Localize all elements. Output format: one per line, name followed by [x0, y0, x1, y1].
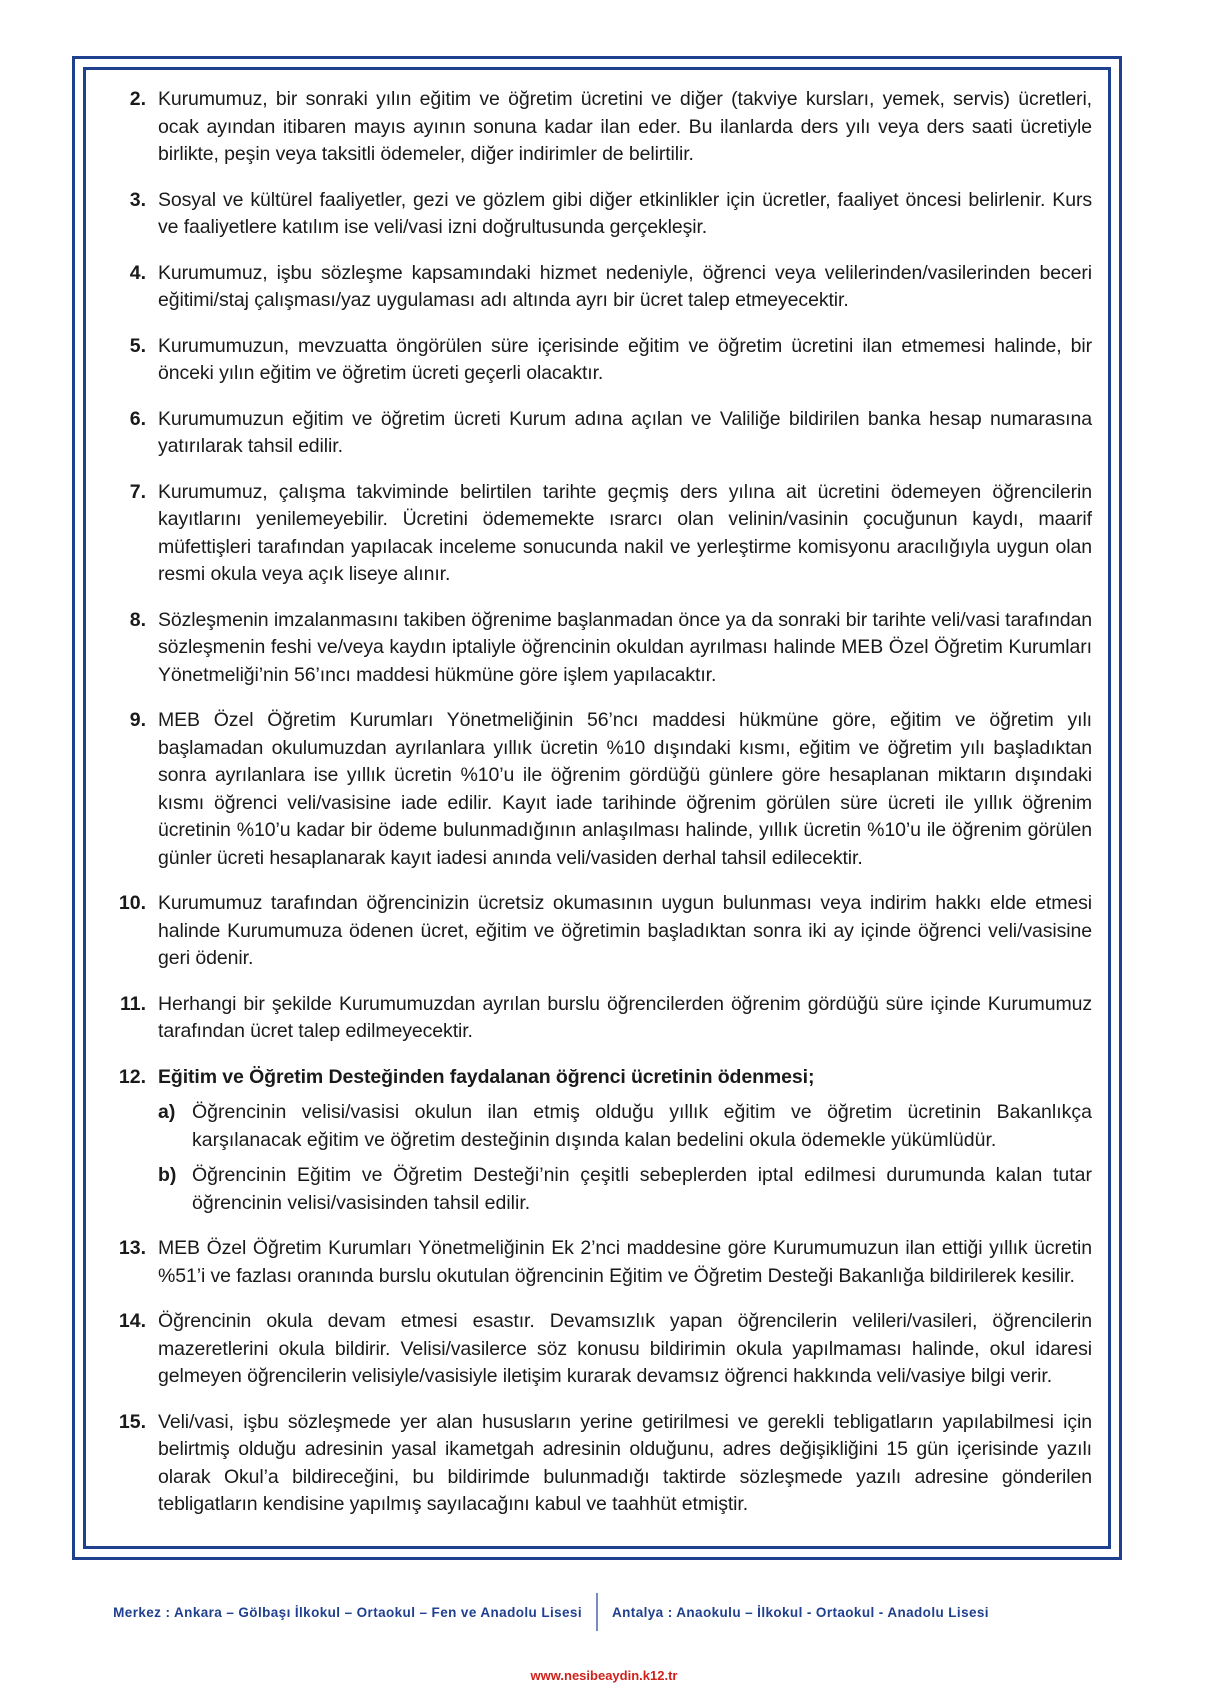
clause-11: [102, 991, 1092, 1046]
footer-antalya-campus: Antalya : Anaokulu – İlkokul - Ortaokul - Anadolu Lisesi: [612, 1604, 989, 1620]
sub-clause-letter: a): [158, 1101, 176, 1123]
clause-text: Kurumumuz tarafından öğrencinizin ücretsiz okumasının uygun bulunması veya indirim hakkı elde etmesi halinde Kurumumuza ödenen ücret, eğitim ve öğretimin başladıktan sonra iki ay içinde öğrenci veli/vasisine geri ödenir.: [158, 892, 1092, 969]
footer: [72, 1590, 1122, 1634]
clause-2: [102, 86, 1092, 169]
clause-14: [102, 1308, 1092, 1391]
clause-number: 12.: [118, 1065, 146, 1088]
clause-text: Herhangi bir şekilde Kurumumuzdan ayrılan burslu öğrencilerden öğrenim gördüğü süre içinde Kurumumuz tarafından ücret talep edilmeyecektir.: [158, 992, 1092, 1042]
clause-number: 7.: [129, 480, 146, 503]
clause-number: 11.: [119, 992, 146, 1015]
clause-text: Kurumumuzun, mevzuatta öngörülen süre içerisinde eğitim ve öğretim ücretini ilan etmemesi halinde, bir önceki yılın eğitim ve öğretim ücreti geçerli olacaktır.: [158, 334, 1092, 384]
clause-4: [102, 260, 1092, 315]
clause-number: 2.: [129, 88, 146, 110]
clause-text: Sosyal ve kültürel faaliyetler, gezi ve gözlem gibi diğer etkinlikler için ücretler, faaliyet öncesi belirlenir. Kurs ve faaliyetlere katılım ise veli/vasi izni doğrultusunda gerçekleşir.: [158, 188, 1092, 238]
clause-number: 8.: [129, 608, 146, 631]
clause-9: [102, 707, 1092, 872]
clause-number: 3.: [129, 188, 146, 211]
clause-13: [102, 1235, 1092, 1290]
clause-text: MEB Özel Öğretim Kurumları Yönetmeliğinin 56’ncı maddesi hükmüne göre, eğitim ve öğretim yılı başlamadan okulumuzdan ayrılanlara yıllık ücretin %10 dışındaki kısmı, eğitim ve öğretim yılı başladıktan sonra ayrılanlara ise yıllık ücretin %10’u ile öğrenim gördüğü günlere göre hesaplanan miktarın dışındaki kısmı öğrenci veli/vasisine iade edilir. Kayıt iade tarihinde öğrenim görülen süre ücreti ile yıllık öğrenim ücretinin %10’u kadar bir ödeme bulunmadığının anlaşılması halinde, yıllık ücretin %10’u ile öğrenim görülen günler ücreti hesaplanarak kayıt iadesi anında veli/vasiden derhal tahsil edilecektir.: [158, 709, 1092, 869]
clause-3: [102, 187, 1092, 242]
clause-number: 15.: [118, 1410, 146, 1433]
clause-text: Veli/vasi, işbu sözleşmede yer alan hususların yerine getirilmesi ve gerekli tebligatların yapılabilmesi için belirtmiş olduğu adresinin yasal ikametgah adresinin olduğunu, adres değişikliğini 15 gün içerisinde yazılı olarak Okul’a bildireceğini, bu bildirimde bulunmadığı taktirde sözleşmede yazılı adresine gönderilen tebligatların kendisine yapılmış sayılacağını kabul ve taahhüt etmiştir.: [158, 1410, 1092, 1515]
website-link[interactable]: www.nesibeaydin.k12.tr: [530, 1668, 678, 1683]
clause-number: 10.: [118, 892, 146, 914]
clause-5: [102, 333, 1092, 388]
clause-number: 14.: [118, 1310, 146, 1332]
clause-15: [102, 1409, 1092, 1519]
clause-6: [102, 406, 1092, 461]
sub-clause-letter: b): [158, 1164, 177, 1186]
sub-clause-text: Öğrencinin velisi/vasisi okulun ilan etmiş olduğu yıllık eğitim ve öğretim ücretinin Bakanlıkça karşılanacak eğitim ve öğretim desteğinin dışında kalan bedelini okula ödemekle yükümlüdür.: [192, 1101, 1092, 1151]
clause-8: [102, 607, 1092, 690]
footer-divider: [596, 1593, 598, 1631]
clause-text: MEB Özel Öğretim Kurumları Yönetmeliğinin Ek 2’nci maddesine göre Kurumumuzun ilan ettiği yıllık ücretin %51’i ve fazlası oranında burslu okutulan öğrencinin Eğitim ve Öğretim Desteği Bakanlığa bildirilerek kesilir.: [158, 1237, 1092, 1287]
clause-number: 9.: [129, 709, 146, 731]
clause-text: Kurumumuz, bir sonraki yılın eğitim ve öğretim ücretini ve diğer (takviye kursları, yemek, servis) ücretleri, ocak ayından itibaren mayıs ayının sonuna kadar ilan eder. Bu ilanlarda ders yılı veya ders saati ücretiyle birlikte, peşin veya taksitli ödemeler, diğer indirimler de belirtilir.: [158, 88, 1092, 165]
clause-number: 5.: [129, 334, 146, 357]
clause-text: Kurumumuz, işbu sözleşme kapsamındaki hizmet nedeniyle, öğrenci veya velilerinden/vasilerinden beceri eğitimi/staj çalışması/yaz uygulaması adı altında ayrı bir ücret talep etmeyecektir.: [158, 261, 1092, 311]
clause-number: 6.: [129, 407, 146, 430]
clause-heading: Eğitim ve Öğretim Desteğinden faydalanan öğrenci ücretinin ödenmesi;: [158, 1065, 815, 1088]
clause-12: [102, 1064, 1092, 1218]
clause-7: [102, 479, 1092, 589]
footer-ankara-campus: Merkez : Ankara – Gölbaşı İlkokul – Ortaokul – Fen ve Anadolu Lisesi: [113, 1604, 582, 1620]
contract-clauses: [102, 86, 1092, 1537]
clause-10: [102, 890, 1092, 973]
clause-text: Öğrencinin okula devam etmesi esastır. Devamsızlık yapan öğrencilerin velileri/vasileri, öğrencilerin mazeretlerini okula bildirir. Velisi/vasilerce söz konusu bildirimin okula yapılmaması halinde, okul idaresi gelmeyen öğrencilerin velisiyle/vasisiyle iletişim kurarak devamsız öğrenci hakkında veli/vasiye bilgi verir.: [158, 1310, 1092, 1387]
sub-clause-b: [158, 1162, 1092, 1217]
clause-number: 4.: [129, 261, 146, 284]
sub-clause-a: [158, 1099, 1092, 1154]
clause-text: Kurumumuzun eğitim ve öğretim ücreti Kurum adına açılan ve Valiliğe bildirilen banka hesap numarasına yatırılarak tahsil edilir.: [158, 407, 1092, 457]
clause-number: 13.: [118, 1237, 146, 1259]
clause-text: Kurumumuz, çalışma takviminde belirtilen tarihte geçmiş ders yılına ait ücretini ödemeyen öğrencilerin kayıtlarını yenilemeyebilir. Ücretini ödememekte ısrarcı olan velinin/vasinin çocuğunun kaydı, maarif müfettişleri tarafından yapılacak inceleme sonucunda nakil ve yerleştirme komisyonu aracılığıyla uygun olan resmi okula veya açık liseye alınır.: [158, 480, 1092, 585]
clause-text: Sözleşmenin imzalanmasını takiben öğrenime başlanmadan önce ya da sonraki bir tarihte veli/vasi tarafından sözleşmenin feshi ve/veya kaydın iptaliyle öğrencinin okuldan ayrılması halinde MEB Özel Öğretim Kurumları Yönetmeliği’nin 56’ıncı maddesi hükmüne göre işlem yapılacaktır.: [158, 608, 1092, 686]
sub-clause-text: Öğrencinin Eğitim ve Öğretim Desteği’nin çeşitli sebeplerden iptal edilmesi durumunda kalan tutar öğrencinin velisi/vasisinden tahsil edilir.: [192, 1164, 1092, 1214]
